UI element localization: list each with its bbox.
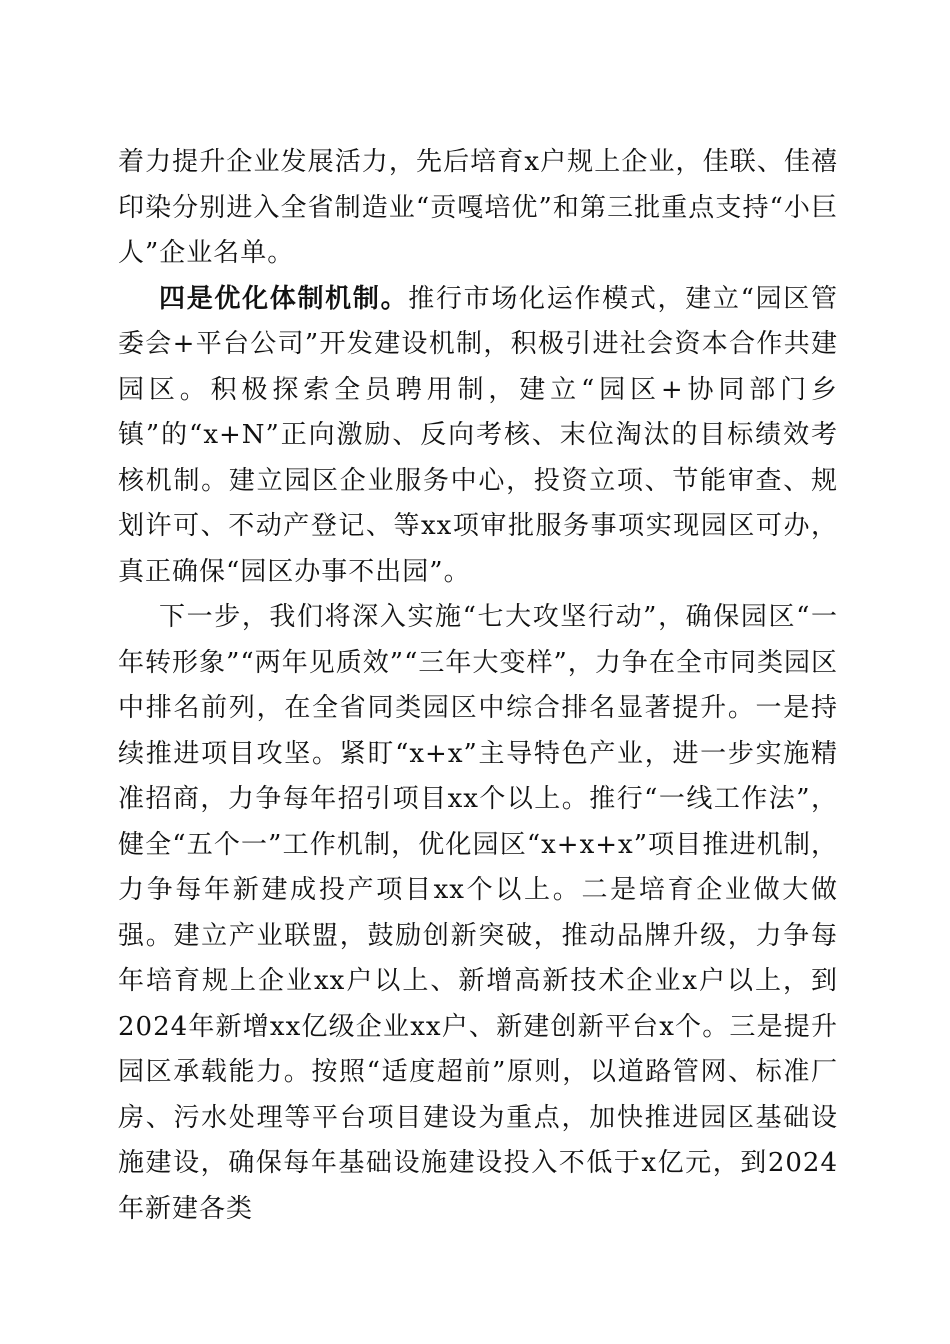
paragraph-2 bbox=[118, 277, 838, 596]
paragraph-2-heading: 四是优化体制机制。 bbox=[159, 283, 409, 314]
paragraph-3 bbox=[118, 595, 838, 1232]
paragraph-1 bbox=[118, 140, 838, 277]
document-body bbox=[118, 140, 838, 1232]
paragraph-2-text: 推行市场化运作模式，建立“园区管委会+平台公司”开发建设机制，积极引进社会资本合作共建园区。积极探索全员聘用制，建立“园区+协同部门乡镇”的“x+N”正向激励、反向考核、末位淘汰的目标绩效考核机制。建立园区企业服务中心，投资立项、节能审查、规划许可、不动产登记、等xx项审批服务事项实现园区可办，真正确保“园区办事不出园”。 bbox=[118, 283, 838, 587]
paragraph-1-text: 着力提升企业发展活力，先后培育x户规上企业，佳联、佳禧印染分别进入全省制造业“贡嘎培优”和第三批重点支持“小巨人”企业名单。 bbox=[118, 147, 838, 268]
paragraph-3-text: 下一步，我们将深入实施“七大攻坚行动”，确保园区“一年转形象”“两年见质效”“三年大变样”，力争在全市同类园区中排名前列，在全省同类园区中综合排名显著提升。一是持续推进项目攻坚。紧盯“x+x”主导特色产业，进一步实施精准招商，力争每年招引项目xx个以上。推行“一线工作法”，健全“五个一”工作机制，优化园区“x+x+x”项目推进机制，力争每年新建成投产项目xx个以上。二是培育企业做大做强。建立产业联盟，鼓励创新突破，推动品牌升级，力争每年培育规上企业xx户以上、新增高新技术企业x户以上，到2024年新增xx亿级企业xx户、新建创新平台x个。三是提升园区承载能力。按照“适度超前”原则，以道路管网、标准厂房、污水处理等平台项目建设为重点，加快推进园区基础设施建设，确保每年基础设施建设投入不低于x亿元，到2024年新建各类 bbox=[118, 602, 838, 1224]
